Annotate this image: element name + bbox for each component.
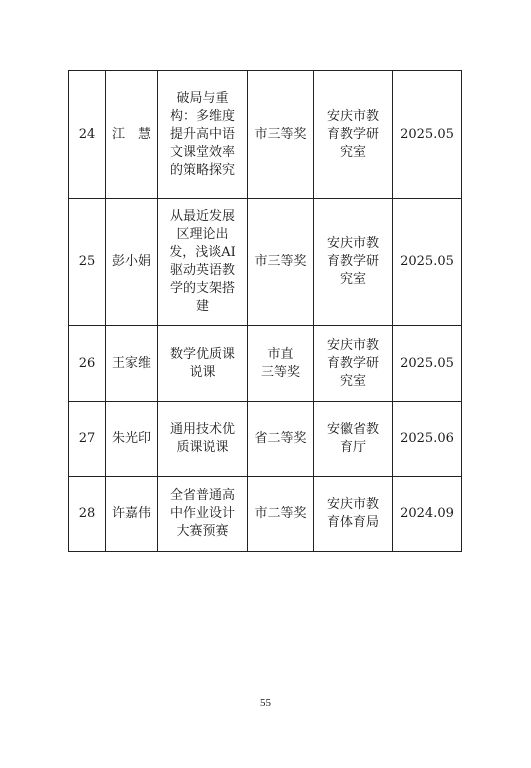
project-title-cell: 从最近发展 区理论出 发，浅谈AI 驱动英语教 学的支架搭 建 [158,199,248,326]
issuing-organization-cell: 安庆市教 育教学研 究室 [314,71,393,199]
award-date-cell: 2025.05 [393,199,462,326]
award-level-cell: 省二等奖 [248,402,314,477]
table-row [69,477,462,552]
row-number-cell: 24 [69,71,106,199]
project-title-cell: 破局与重 构：多维度 提升高中语 文课堂效率 的策略探究 [158,71,248,199]
project-title-cell: 通用技术优 质课说课 [158,402,248,477]
award-date-cell: 2025.05 [393,71,462,199]
table-row [69,71,462,199]
award-level-cell: 市直 三等奖 [248,326,314,402]
teacher-name-cell: 王家维 [106,326,158,402]
table-row [69,326,462,402]
issuing-organization-cell: 安庆市教 育教学研 究室 [314,199,393,326]
row-number-cell: 26 [69,326,106,402]
row-number-cell: 25 [69,199,106,326]
page-number: 55 [260,697,271,709]
award-level-cell: 市三等奖 [248,71,314,199]
project-title-cell: 全省普通高 中作业设计 大赛预赛 [158,477,248,552]
award-date-cell: 2025.05 [393,326,462,402]
awards-table [68,70,462,552]
award-date-cell: 2025.06 [393,402,462,477]
teacher-name-cell: 许嘉伟 [106,477,158,552]
issuing-organization-cell: 安庆市教 育体育局 [314,477,393,552]
row-number-cell: 27 [69,402,106,477]
table-row [69,199,462,326]
award-level-cell: 市二等奖 [248,477,314,552]
issuing-organization-cell: 安庆市教 育教学研 究室 [314,326,393,402]
issuing-organization-cell: 安徽省教 育厅 [314,402,393,477]
teacher-name-cell: 彭小娟 [106,199,158,326]
table-row [69,402,462,477]
row-number-cell: 28 [69,477,106,552]
project-title-cell: 数学优质课 说课 [158,326,248,402]
teacher-name-cell: 朱光印 [106,402,158,477]
award-date-cell: 2024.09 [393,477,462,552]
awards-table-body [69,71,462,552]
award-level-cell: 市三等奖 [248,199,314,326]
teacher-name-cell: 江 慧 [106,71,158,199]
